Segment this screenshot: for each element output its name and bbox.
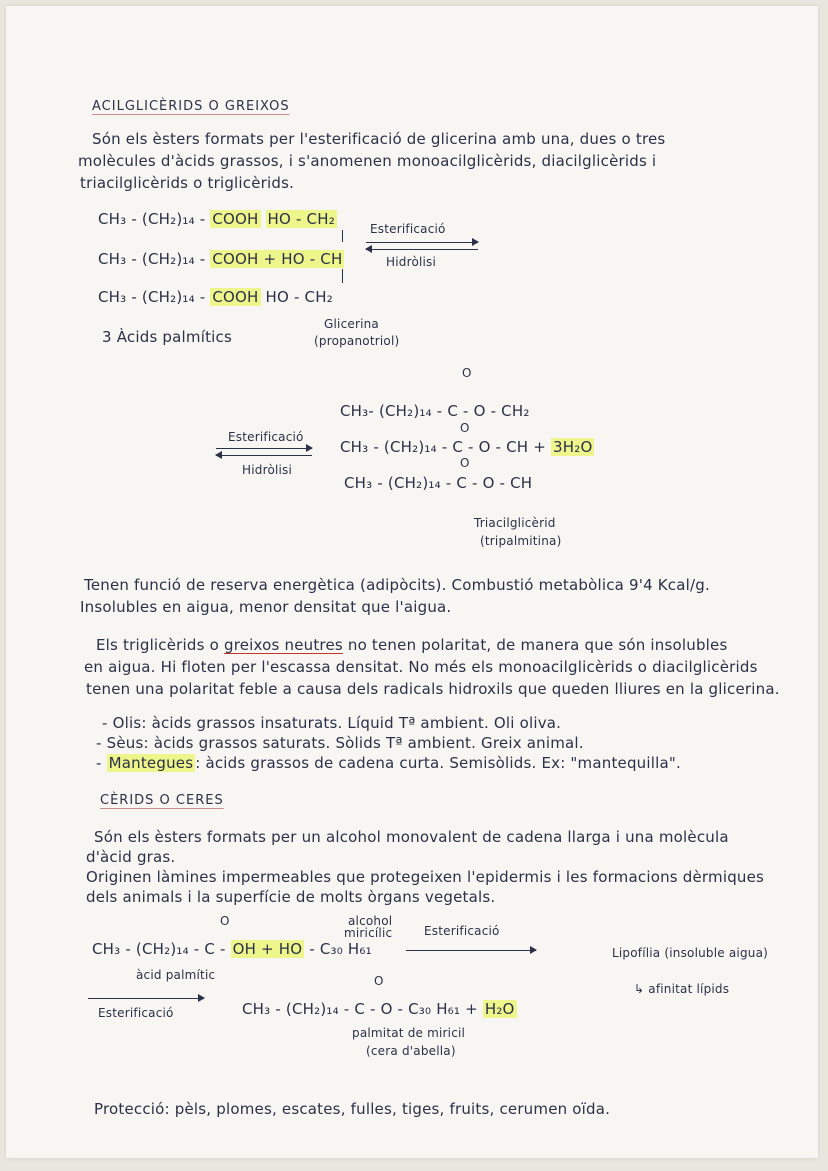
carbonyl-o: O (462, 366, 472, 380)
r2-row1: CH₃- (CH₂)₁₄ - C - O - CH₂ (340, 402, 530, 420)
intro-line-2: molècules d'àcids grassos, i s'anomenen monoacilglicèrids, diacilglicèrids i (78, 152, 657, 170)
carbonyl-o: O (460, 456, 470, 470)
r3-product: CH₃ - (CH₂)₁₄ - C - O - C₃₀ H₆₁ + H₂O (242, 1000, 515, 1018)
cerides-intro-1: Són els èsters formats per un alcohol monovalent de cadena llarga i una molècula (94, 828, 729, 846)
para2-line3: tenen una polaritat feble a causa dels radicals hidroxils que queden lliures en la glicerina. (86, 680, 780, 698)
bullet-olis: - Olis: àcids grassos insaturats. Líquid Tª ambient. Oli oliva. (102, 714, 562, 732)
lipophilic-label: Lipofília (insoluble aigua) (612, 946, 769, 960)
r3-product-sublabel: (cera d'abella) (366, 1044, 456, 1058)
cerides-intro-4: dels animals i la superfície de molts òrgans vegetals. (86, 888, 496, 906)
para2-line1: Els triglicèrids o greixos neutres no tenen polaritat, de manera que són insolubles (96, 636, 728, 654)
carbonyl-o: O (220, 914, 230, 928)
section-title-cerides: CÈRIDS O CERES (100, 793, 224, 808)
backward-arrow-icon (216, 455, 312, 456)
alcohol-label-2: miricílic (344, 926, 393, 940)
r1-row1: CH₃ - (CH₂)₁₄ - COOH HO - CH₂ (98, 210, 335, 228)
r2-backward-label: Hidròlisi (242, 463, 293, 477)
forward-arrow-icon (406, 950, 536, 951)
para1-line2: Insolubles en aigua, menor densitat que l'aigua. (80, 598, 452, 616)
intro-line-1: Són els èsters formats per l'esterificació de glicerina amb una, dues o tres (92, 130, 666, 148)
para2-line2: en aigua. Hi floten per l'escassa densitat. No més els monoacilglicèrids o diacilglicèrids (84, 658, 758, 676)
product-label: Triacilglicèrid (474, 516, 556, 530)
r1-forward-label: Esterificació (370, 222, 446, 236)
r2-row2: CH₃ - (CH₂)₁₄ - C - O - CH + 3H₂O (340, 438, 593, 456)
glycerin-label: Glicerina (324, 317, 379, 331)
forward-arrow-icon (366, 242, 478, 243)
acids-label: 3 Àcids palmítics (102, 328, 232, 346)
cerides-intro-2: d'àcid gras. (86, 848, 176, 866)
r3-reactants: CH₃ - (CH₂)₁₄ - C - OH + HO - C₃₀ H₆₁ (92, 940, 372, 958)
r2-forward-label: Esterificació (228, 430, 304, 444)
alcohol-label: alcohol (348, 914, 393, 928)
notebook-page (6, 6, 818, 1158)
bond-line (342, 269, 343, 283)
glycerin-sublabel: (propanotriol) (314, 334, 400, 348)
affinity-label: ↳ afinitat lípids (634, 982, 730, 996)
cerides-intro-3: Originen làmines impermeables que protegeixen l'epidermis i les formacions dèrmiques (86, 868, 765, 886)
r2-row3: CH₃ - (CH₂)₁₄ - C - O - CH (344, 474, 533, 492)
r1-row3: CH₃ - (CH₂)₁₄ - COOH HO - CH₂ (98, 288, 333, 306)
hook-arrow-icon: ↳ (634, 982, 649, 996)
section-title-acylglycerides: ACILGLICÈRIDS O GREIXOS (92, 99, 290, 114)
forward-arrow-icon (88, 998, 204, 999)
r3-product-label: palmitat de miricil (352, 1026, 466, 1040)
acid-label: àcid palmític (136, 968, 216, 982)
r1-backward-label: Hidròlisi (386, 255, 437, 269)
intro-line-3: triacilglicèrids o triglicèrids. (80, 174, 295, 192)
carbonyl-o: O (374, 974, 384, 988)
bullet-seus: - Sèus: àcids grassos saturats. Sòlids Tª ambient. Greix animal. (96, 734, 584, 752)
backward-arrow-icon (366, 249, 478, 250)
r3-forward-label: Esterificació (424, 924, 500, 938)
protection-line: Protecció: pèls, plomes, escates, fulles, tiges, fruits, cerumen oïda. (94, 1100, 611, 1118)
bond-line (342, 230, 343, 242)
r3-forward2-label: Esterificació (98, 1006, 174, 1020)
carbonyl-o: O (460, 421, 470, 435)
bullet-mantegues: - Mantegues : àcids grassos de cadena curta. Semisòlids. Ex: "mantequilla". (96, 754, 681, 772)
para1-line1: Tenen funció de reserva energètica (adipòcits). Combustió metabòlica 9'4 Kcal/g. (84, 576, 710, 594)
r1-row2: CH₃ - (CH₂)₁₄ - COOH + HO - CH (98, 250, 343, 268)
forward-arrow-icon (216, 448, 312, 449)
product-sublabel: (tripalmitina) (480, 534, 562, 548)
